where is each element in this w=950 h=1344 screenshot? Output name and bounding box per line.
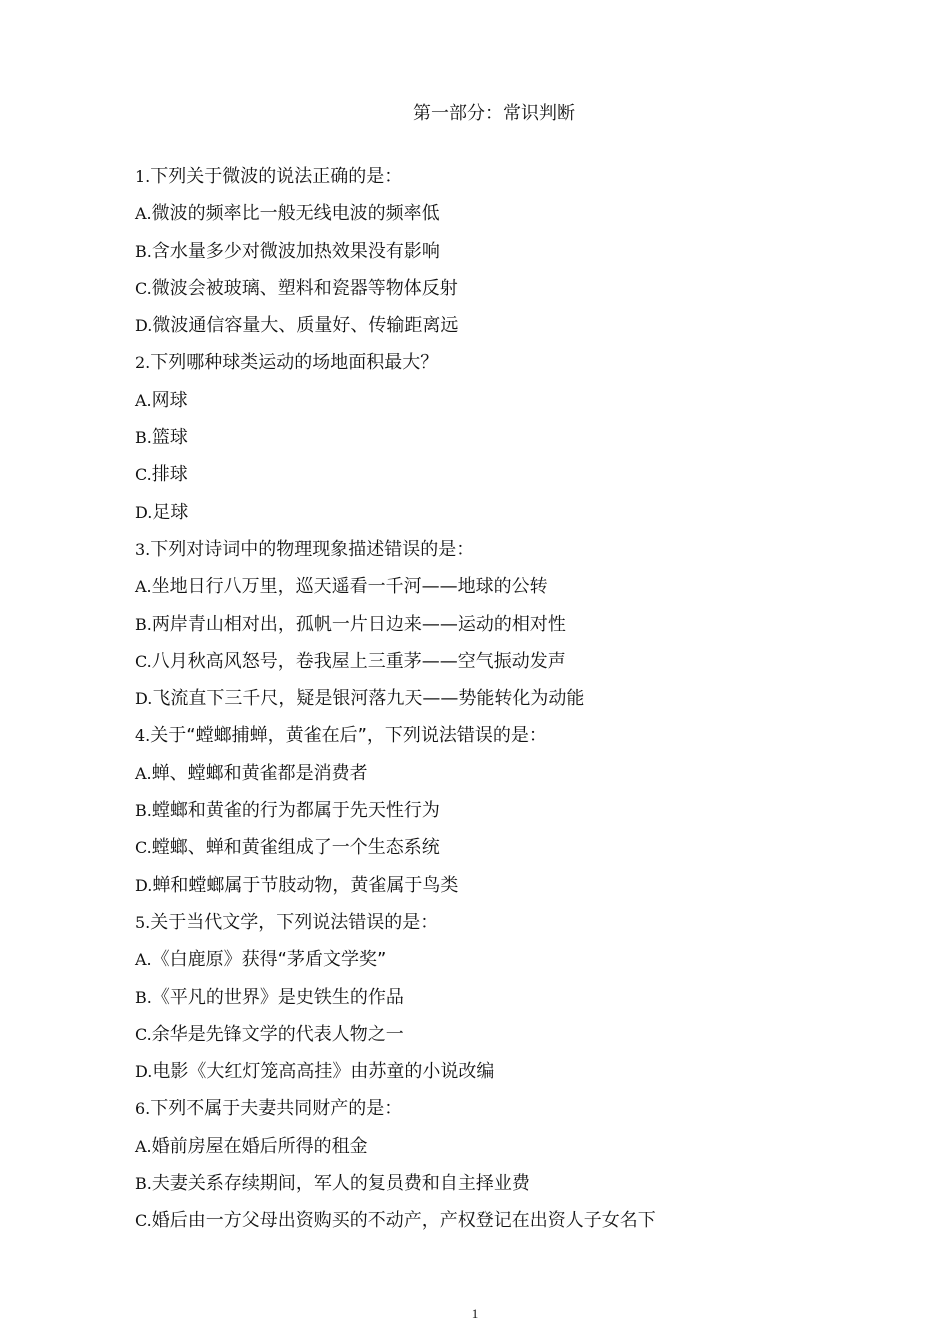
question-3-option-b — [135, 612, 656, 649]
line-text: 足球 — [152, 501, 189, 523]
question-4-option-a — [135, 761, 656, 798]
question-2-option-a — [135, 388, 656, 425]
line-text: 微波通信容量大、质量好、传输距离远 — [152, 315, 459, 337]
question-6-option-b — [135, 1171, 656, 1208]
line-text: 排球 — [151, 464, 188, 486]
line-text: 微波的频率比一般无线电波的频率低 — [151, 203, 440, 225]
line-prefix: D. — [135, 316, 153, 336]
question-2-option-b — [135, 425, 656, 462]
line-text: 螳螂和黄雀的行为都属于先天性行为 — [151, 800, 440, 822]
line-text: 夫妻关系存续期间，军人的复员费和自主择业费 — [151, 1173, 530, 1195]
line-text: 篮球 — [151, 427, 188, 449]
question-4-stem — [135, 723, 656, 760]
question-1-stem — [135, 164, 656, 201]
line-text: 关于“螳螂捕蝉，黄雀在后”，下列说法错误的是： — [150, 725, 547, 747]
line-text: 含水量多少对微波加热效果没有影响 — [151, 240, 440, 262]
question-2-stem — [135, 350, 656, 387]
line-text: 《平凡的世界》是史铁生的作品 — [151, 986, 404, 1008]
page-title: 第一部分：常识判断 — [413, 103, 575, 124]
line-prefix: A. — [135, 577, 152, 597]
line-prefix: B. — [135, 428, 152, 448]
line-prefix: C. — [135, 465, 152, 485]
line-text: 网球 — [151, 389, 188, 411]
line-prefix: B. — [135, 1174, 152, 1194]
line-prefix: 1. — [135, 167, 151, 186]
question-4-option-d — [135, 873, 656, 910]
line-text: 电影《大红灯笼高高挂》由苏童的小说改编 — [152, 1061, 495, 1083]
question-3-stem — [135, 537, 656, 574]
line-prefix: 3. — [135, 539, 151, 559]
question-1-option-d — [135, 313, 656, 350]
line-text: 微波会被玻璃、塑料和瓷器等物体反射 — [151, 277, 458, 299]
question-1-option-b — [135, 239, 656, 276]
line-prefix: C. — [135, 1211, 152, 1231]
question-4-option-b — [135, 798, 656, 835]
line-prefix: A. — [135, 1136, 152, 1156]
question-2-option-c — [135, 462, 656, 499]
question-6-option-a — [135, 1134, 656, 1171]
line-prefix: D. — [135, 875, 153, 895]
line-text: 下列关于微波的说法正确的是： — [150, 166, 403, 187]
question-list — [135, 164, 656, 1246]
line-prefix: D. — [135, 1062, 153, 1082]
line-prefix: A. — [135, 950, 152, 970]
line-text: 下列不属于夫妻共同财产的是： — [150, 1098, 403, 1120]
line-prefix: 4. — [135, 726, 151, 746]
line-prefix: D. — [135, 502, 153, 522]
question-5-option-d — [135, 1059, 656, 1096]
line-text: 飞流直下三千尺，疑是银河落九天——势能转化为动能 — [152, 688, 585, 710]
line-prefix: C. — [135, 651, 152, 671]
question-2-option-d — [135, 500, 656, 537]
line-text: 蝉、螳螂和黄雀都是消费者 — [151, 762, 368, 784]
line-prefix: B. — [135, 614, 152, 634]
line-prefix: B. — [135, 241, 152, 261]
line-prefix: C. — [135, 838, 152, 858]
question-5-stem — [135, 910, 656, 947]
question-6-option-c — [135, 1208, 656, 1245]
line-prefix: 6. — [135, 1099, 151, 1119]
question-3-option-d — [135, 686, 656, 723]
question-6-stem — [135, 1096, 656, 1133]
line-prefix: A. — [135, 763, 152, 783]
line-text: 下列哪种球类运动的场地面积最大？ — [150, 352, 439, 374]
question-3-option-c — [135, 649, 656, 686]
line-text: 婚后由一方父母出资购买的不动产，产权登记在出资人子女名下 — [151, 1210, 656, 1232]
question-5-option-a — [135, 947, 656, 984]
line-text: 螳螂、蝉和黄雀组成了一个生态系统 — [151, 837, 440, 859]
line-text: 《白鹿原》获得“茅盾文学奖” — [151, 949, 387, 971]
line-text: 关于当代文学，下列说法错误的是： — [150, 911, 439, 933]
question-5-option-c — [135, 1022, 656, 1059]
line-text: 蝉和螳螂属于节肢动物，黄雀属于鸟类 — [152, 874, 459, 896]
line-prefix: A. — [135, 204, 152, 224]
line-text: 下列对诗词中的物理现象描述错误的是： — [150, 538, 475, 560]
question-4-option-c — [135, 835, 656, 872]
line-prefix: B. — [135, 801, 152, 821]
question-1-option-c — [135, 276, 656, 313]
line-text: 余华是先锋文学的代表人物之一 — [151, 1023, 404, 1045]
line-prefix: B. — [135, 987, 152, 1007]
line-text: 坐地日行八万里，巡天遥看一千河——地球的公转 — [151, 576, 548, 598]
line-text: 两岸青山相对出，孤帆一片日边来——运动的相对性 — [151, 613, 566, 635]
question-5-option-b — [135, 985, 656, 1022]
line-prefix: C. — [135, 1024, 152, 1044]
line-prefix: 2. — [135, 353, 151, 373]
line-prefix: C. — [135, 278, 152, 298]
line-prefix: 5. — [135, 912, 151, 932]
question-3-option-a — [135, 574, 656, 611]
line-prefix: A. — [135, 390, 152, 410]
question-1-option-a — [135, 201, 656, 238]
line-prefix: D. — [135, 689, 153, 709]
page-number: 1 — [471, 1306, 479, 1321]
line-text: 八月秋高风怒号，卷我屋上三重茅——空气振动发声 — [151, 650, 566, 672]
line-text: 婚前房屋在婚后所得的租金 — [151, 1135, 368, 1157]
